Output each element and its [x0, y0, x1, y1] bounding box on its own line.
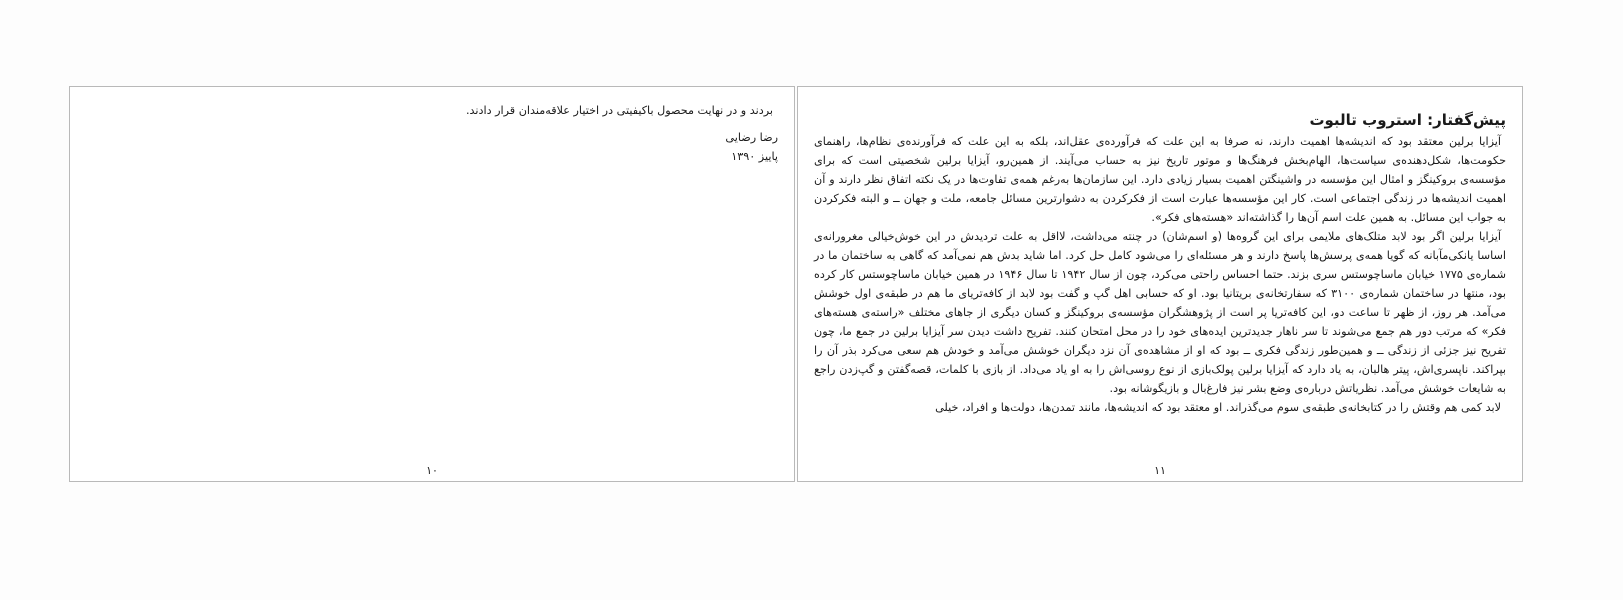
paragraph-2: آیزایا برلین اگر بود لابد متلک‌های ملایمی برای این گروه‌ها (و اسم‌شان) در چنته می‌داشت، لااقل به علت تردیدش در این خوش‌خیالی مغرورانه‌ی اساسا یانکی‌مآبانه که گویا همه‌ی پرسش‌ها پاسخ دارند و هر مسئله‌ای را می‌شود کامل حل کرد. اما شاید بدش هم نمی‌آمد که گاهی به ساختمان ما در شماره‌ی ۱۷۷۵ خیابان ماساچوستس سری بزند. حتما احساس راحتی می‌کرد، چون از سال ۱۹۴۲ تا سال ۱۹۴۶ در همین خیابان ماساچوستس کار کرده بود، منتها در ساختمان شماره‌ی ۳۱۰۰ که سفارتخانه‌ی بریتانیا بود. او که حسابی اهل گپ و گفت بود لابد از کافه‌تریای ما هم در طبقه‌ی اول خوشش می‌آمد. هر روز، از ظهر تا ساعت دو، این کافه‌تریا پر است از پژوهشگران مؤسسه‌ی بروکینگز و کسان دیگری از جاهای مختلف «راسته‌ی هسته‌های فکر» که مرتب دور هم جمع می‌شوند تا سر ناهار جدیدترین ایده‌های خود را در محل امتحان کنند. تفریح داشت دیدن سر آیزایا برلین در جمع ما، چون تفریح نیز جزئی از زندگی ــ و همین‌طور زندگی فکری ــ بود که او از مشاهده‌ی آن نزد دیگران خوشش می‌آمد و خودش هم سعی می‌کرد بذر آن را بپراکند. ناپسری‌اش، پیتر هالبان، به یاد دارد که آیزایا برلین پولک‌بازی از نوع روسی‌اش را به او یاد می‌داد. از بازی با کلمات، قصه‌گفتن و گپ‌زدن راجع به شایعات خوشش می‌آمد. نظریاتش درباره‌ی وضع بشر نیز فارغ‌بال و بازیگوشانه بود.	[814, 230, 1507, 395]
page-number-right: ۱۱	[1154, 464, 1166, 477]
page-10-content	[86, 101, 778, 166]
page-11	[797, 86, 1523, 482]
signature-date: پاییز ۱۳۹۰	[731, 150, 778, 163]
page-number-left: ۱۰	[426, 464, 438, 477]
translator-signature	[86, 128, 778, 166]
continuation-paragraph: بردند و در نهایت محصول باکیفیتی در اختیار علاقه‌مندان قرار دادند.	[465, 104, 773, 117]
paragraph-1: آیزایا برلین معتقد بود که اندیشه‌ها اهمیت دارند، نه صرفا به این علت که فرآورده‌ی عقل‌اند، بلکه به این علت که فرآورنده‌ی نظام‌ها، راهنمای حکومت‌ها، شکل‌دهنده‌ی سیاست‌ها، الهام‌بخش فرهنگ‌ها و موتور تاریخ نیز به حساب می‌آیند. از همین‌رو، آیزایا برلین شخصیتی است که برای مؤسسه‌ی بروکینگز و امثال این مؤسسه در واشینگتن اهمیت بسیار زیادی دارد. این سازمان‌ها به‌رغم همه‌ی تفاوت‌ها در یک نکته اتفاق نظر دارند و آن اهمیت اندیشه‌ها در زندگی اجتماعی است. کار این مؤسسه‌ها عبارت است از فکرکردن به دشوارترین مسائل جامعه، ملت و جهان ــ و البته فکرکردن به جواب این مسائل. به همین علت اسم آن‌ها را گذاشته‌اند «هسته‌های فکر».	[814, 135, 1506, 224]
chapter-title: پیش‌گفتار: استروب تالبوت	[1309, 111, 1506, 129]
page-10	[69, 86, 795, 482]
paragraph-3: لابد کمی هم وقتش را در کتابخانه‌ی طبقه‌ی سوم می‌گذراند. او معتقد بود که اندیشه‌ها، مانند تمدن‌ها، دولت‌ها و افراد، خیلی	[935, 401, 1501, 414]
page-11-content	[814, 101, 1506, 417]
signature-name: رضا رضایی	[725, 131, 778, 144]
